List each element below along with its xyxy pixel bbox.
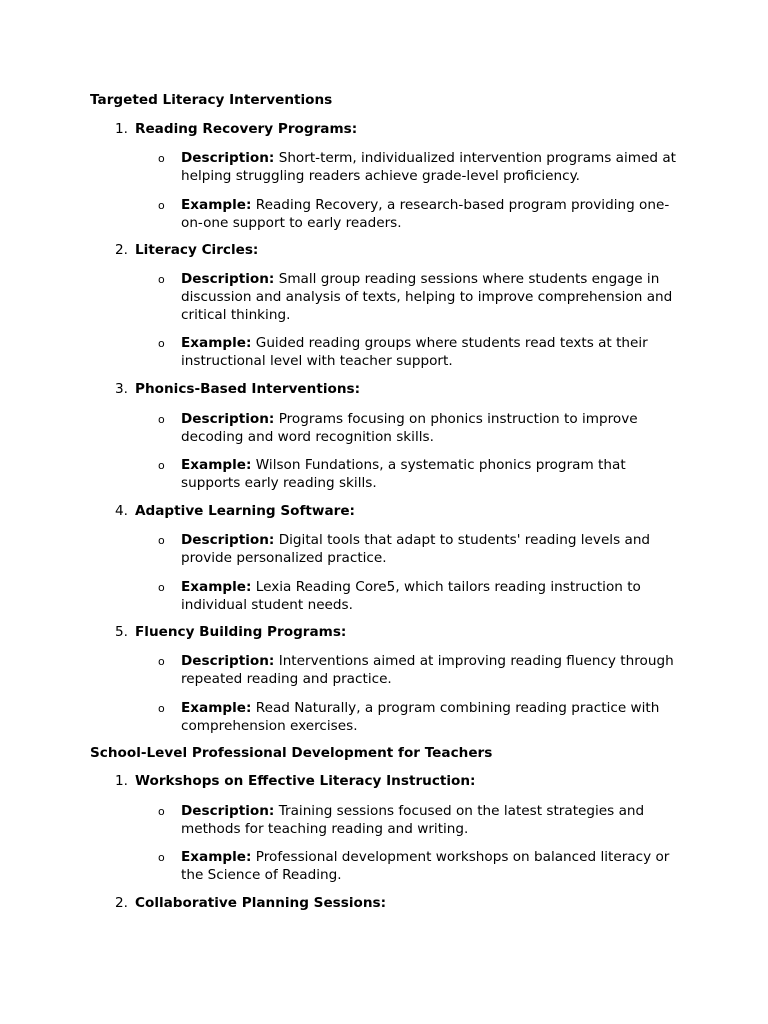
- bullet-icon: o: [158, 805, 165, 818]
- item-title: Literacy Circles:: [135, 242, 259, 258]
- bullet-icon: o: [158, 459, 165, 472]
- sub-label: Example:: [181, 335, 252, 351]
- sub-label: Example:: [181, 457, 252, 473]
- sub-text: Short-term, individualized intervention programs aimed at helping struggling readers achieve grade-level proficiency.: [181, 150, 677, 185]
- bullet-icon: o: [158, 581, 165, 594]
- sub-label: Description:: [181, 532, 275, 548]
- sub-label: Description:: [181, 653, 275, 669]
- item-number: 4.: [115, 503, 128, 519]
- sub-text: Guided reading groups where students read texts at their instructional level with teacher support.: [181, 335, 648, 370]
- sub-label: Description:: [181, 150, 275, 166]
- sub-text: Wilson Fundations, a systematic phonics program that supports early reading skills.: [181, 457, 626, 492]
- item-number: 1.: [115, 773, 128, 789]
- sub-text: Professional development workshops on balanced literacy or the Science of Reading.: [181, 849, 670, 884]
- item-number: 5.: [115, 624, 128, 640]
- sub-text: Small group reading sessions where students engage in discussion and analysis of texts, helping to improve comprehension and critical thinking.: [181, 271, 673, 324]
- bullet-icon: o: [158, 152, 165, 165]
- bullet-icon: o: [158, 655, 165, 668]
- sub-label: Example:: [181, 700, 252, 716]
- bullet-icon: o: [158, 273, 165, 286]
- item-title: Workshops on Effective Literacy Instruction:: [135, 773, 476, 789]
- sub-text: Lexia Reading Core5, which tailors reading instruction to individual student needs.: [181, 579, 641, 614]
- bullet-icon: o: [158, 199, 165, 212]
- bullet-icon: o: [158, 413, 165, 426]
- item-title: Fluency Building Programs:: [135, 624, 347, 640]
- item-number: 2.: [115, 242, 128, 258]
- item-title: Phonics-Based Interventions:: [135, 381, 361, 397]
- item-title: Collaborative Planning Sessions:: [135, 895, 387, 911]
- sub-label: Description:: [181, 271, 275, 287]
- bullet-icon: o: [158, 337, 165, 350]
- sub-text: Programs focusing on phonics instruction to improve decoding and word recognition skills.: [181, 411, 638, 446]
- sub-label: Description:: [181, 411, 275, 427]
- sub-text: Training sessions focused on the latest strategies and methods for teaching reading and writing.: [181, 803, 645, 838]
- bullet-icon: o: [158, 702, 165, 715]
- bullet-icon: o: [158, 851, 165, 864]
- item-number: 2.: [115, 895, 128, 911]
- sub-text: Reading Recovery, a research-based program providing one-on-one support to early readers.: [181, 197, 670, 232]
- section-heading: School-Level Professional Development for Teachers: [90, 745, 493, 761]
- item-title: Reading Recovery Programs:: [135, 121, 358, 137]
- sub-text: Read Naturally, a program combining reading practice with comprehension exercises.: [181, 700, 660, 735]
- section-heading: Targeted Literacy Interventions: [90, 92, 333, 108]
- sub-label: Example:: [181, 579, 252, 595]
- sub-label: Example:: [181, 197, 252, 213]
- sub-label: Example:: [181, 849, 252, 865]
- item-number: 1.: [115, 121, 128, 137]
- bullet-icon: o: [158, 534, 165, 547]
- sub-label: Description:: [181, 803, 275, 819]
- sub-text: Digital tools that adapt to students' reading levels and provide personalized practice.: [181, 532, 651, 567]
- item-number: 3.: [115, 381, 128, 397]
- item-title: Adaptive Learning Software:: [135, 503, 355, 519]
- sub-text: Interventions aimed at improving reading fluency through repeated reading and practice.: [181, 653, 674, 688]
